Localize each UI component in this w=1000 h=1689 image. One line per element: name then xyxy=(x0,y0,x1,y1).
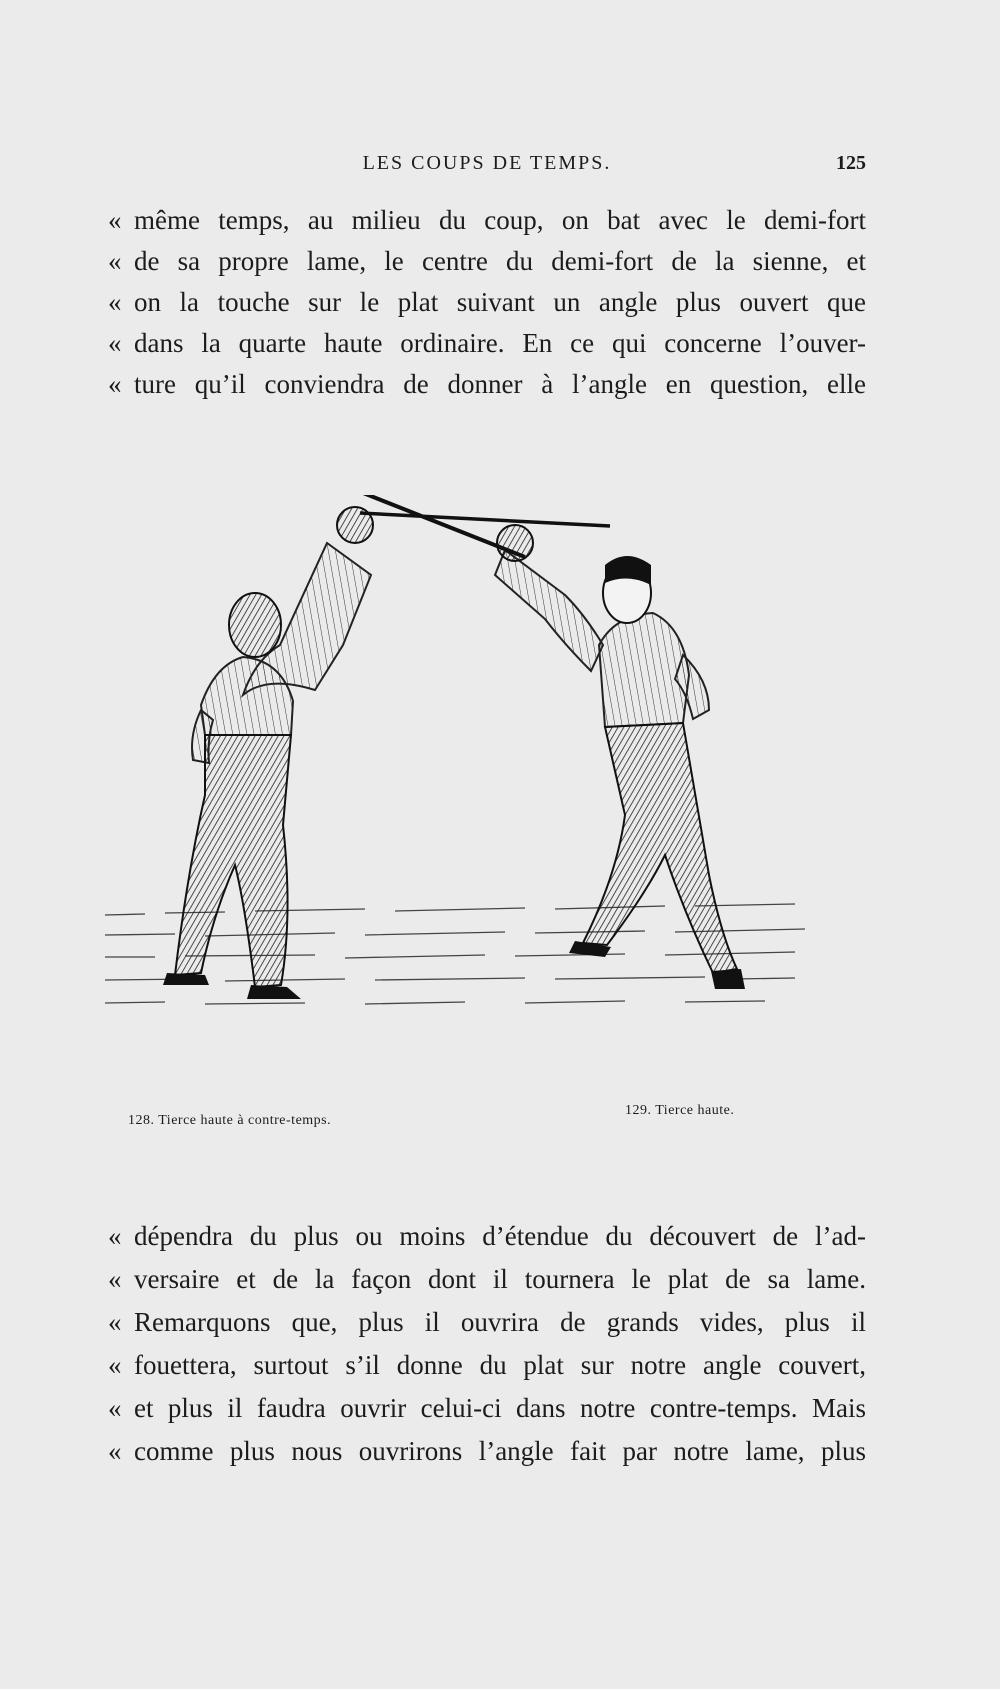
line-text: même temps, au milieu du coup, on bat avec le demi-fort xyxy=(134,205,866,235)
text-line xyxy=(108,241,866,282)
caption-left: 128. Tierce haute à contre-temps. xyxy=(128,1113,332,1128)
line-text: Remarquons que, plus il ouvrira de grands vides, plus il xyxy=(134,1307,866,1337)
quote-mark: « xyxy=(108,1350,122,1380)
quote-mark: « xyxy=(108,205,122,235)
text-line xyxy=(108,1215,866,1258)
quote-mark: « xyxy=(108,246,122,276)
text-line xyxy=(108,200,866,241)
fencing-illustration xyxy=(105,495,865,1095)
line-text: on la touche sur le plat suivant un angle plus ouvert que xyxy=(134,287,866,317)
line-text: dépendra du plus ou moins d’étendue du découvert de l’ad- xyxy=(134,1221,866,1251)
quote-mark: « xyxy=(108,1264,122,1294)
page-number: 125 xyxy=(836,152,866,174)
text-line xyxy=(108,282,866,323)
line-text: et plus il faudra ouvrir celui-ci dans notre contre-temps. Mais xyxy=(134,1393,866,1423)
quote-mark: « xyxy=(108,328,122,358)
line-text: ture qu’il conviendra de donner à l’angle en question, elle xyxy=(134,369,866,399)
quote-mark: « xyxy=(108,287,122,317)
line-text: versaire et de la façon dont il tournera le plat de sa lame. xyxy=(134,1264,866,1294)
running-title: LES COUPS DE TEMPS. xyxy=(362,152,612,174)
quote-mark: « xyxy=(108,369,122,399)
text-line xyxy=(108,1430,866,1473)
text-line xyxy=(108,1344,866,1387)
right-fencer-figure xyxy=(495,525,745,989)
line-text: dans la quarte haute ordinaire. En ce qui concerne l’ouver- xyxy=(134,328,866,358)
paragraph-bottom xyxy=(108,1215,866,1473)
line-text: de sa propre lame, le centre du demi-fort de la sienne, et xyxy=(134,246,866,276)
caption-right: 129. Tierce haute. xyxy=(625,1103,735,1118)
page-header xyxy=(108,152,866,182)
line-text: comme plus nous ouvrirons l’angle fait par notre lame, plus xyxy=(134,1436,866,1466)
text-line xyxy=(108,1258,866,1301)
fencers-engraving xyxy=(105,495,865,1095)
text-line xyxy=(108,1387,866,1430)
left-fencer-figure xyxy=(163,507,373,999)
quote-mark: « xyxy=(108,1393,122,1423)
quote-mark: « xyxy=(108,1307,122,1337)
quote-mark: « xyxy=(108,1221,122,1251)
text-line xyxy=(108,323,866,364)
text-line xyxy=(108,1301,866,1344)
paragraph-top xyxy=(108,200,866,405)
quote-mark: « xyxy=(108,1436,122,1466)
line-text: fouettera, surtout s’il donne du plat sur notre angle couvert, xyxy=(134,1350,866,1380)
text-line xyxy=(108,364,866,405)
